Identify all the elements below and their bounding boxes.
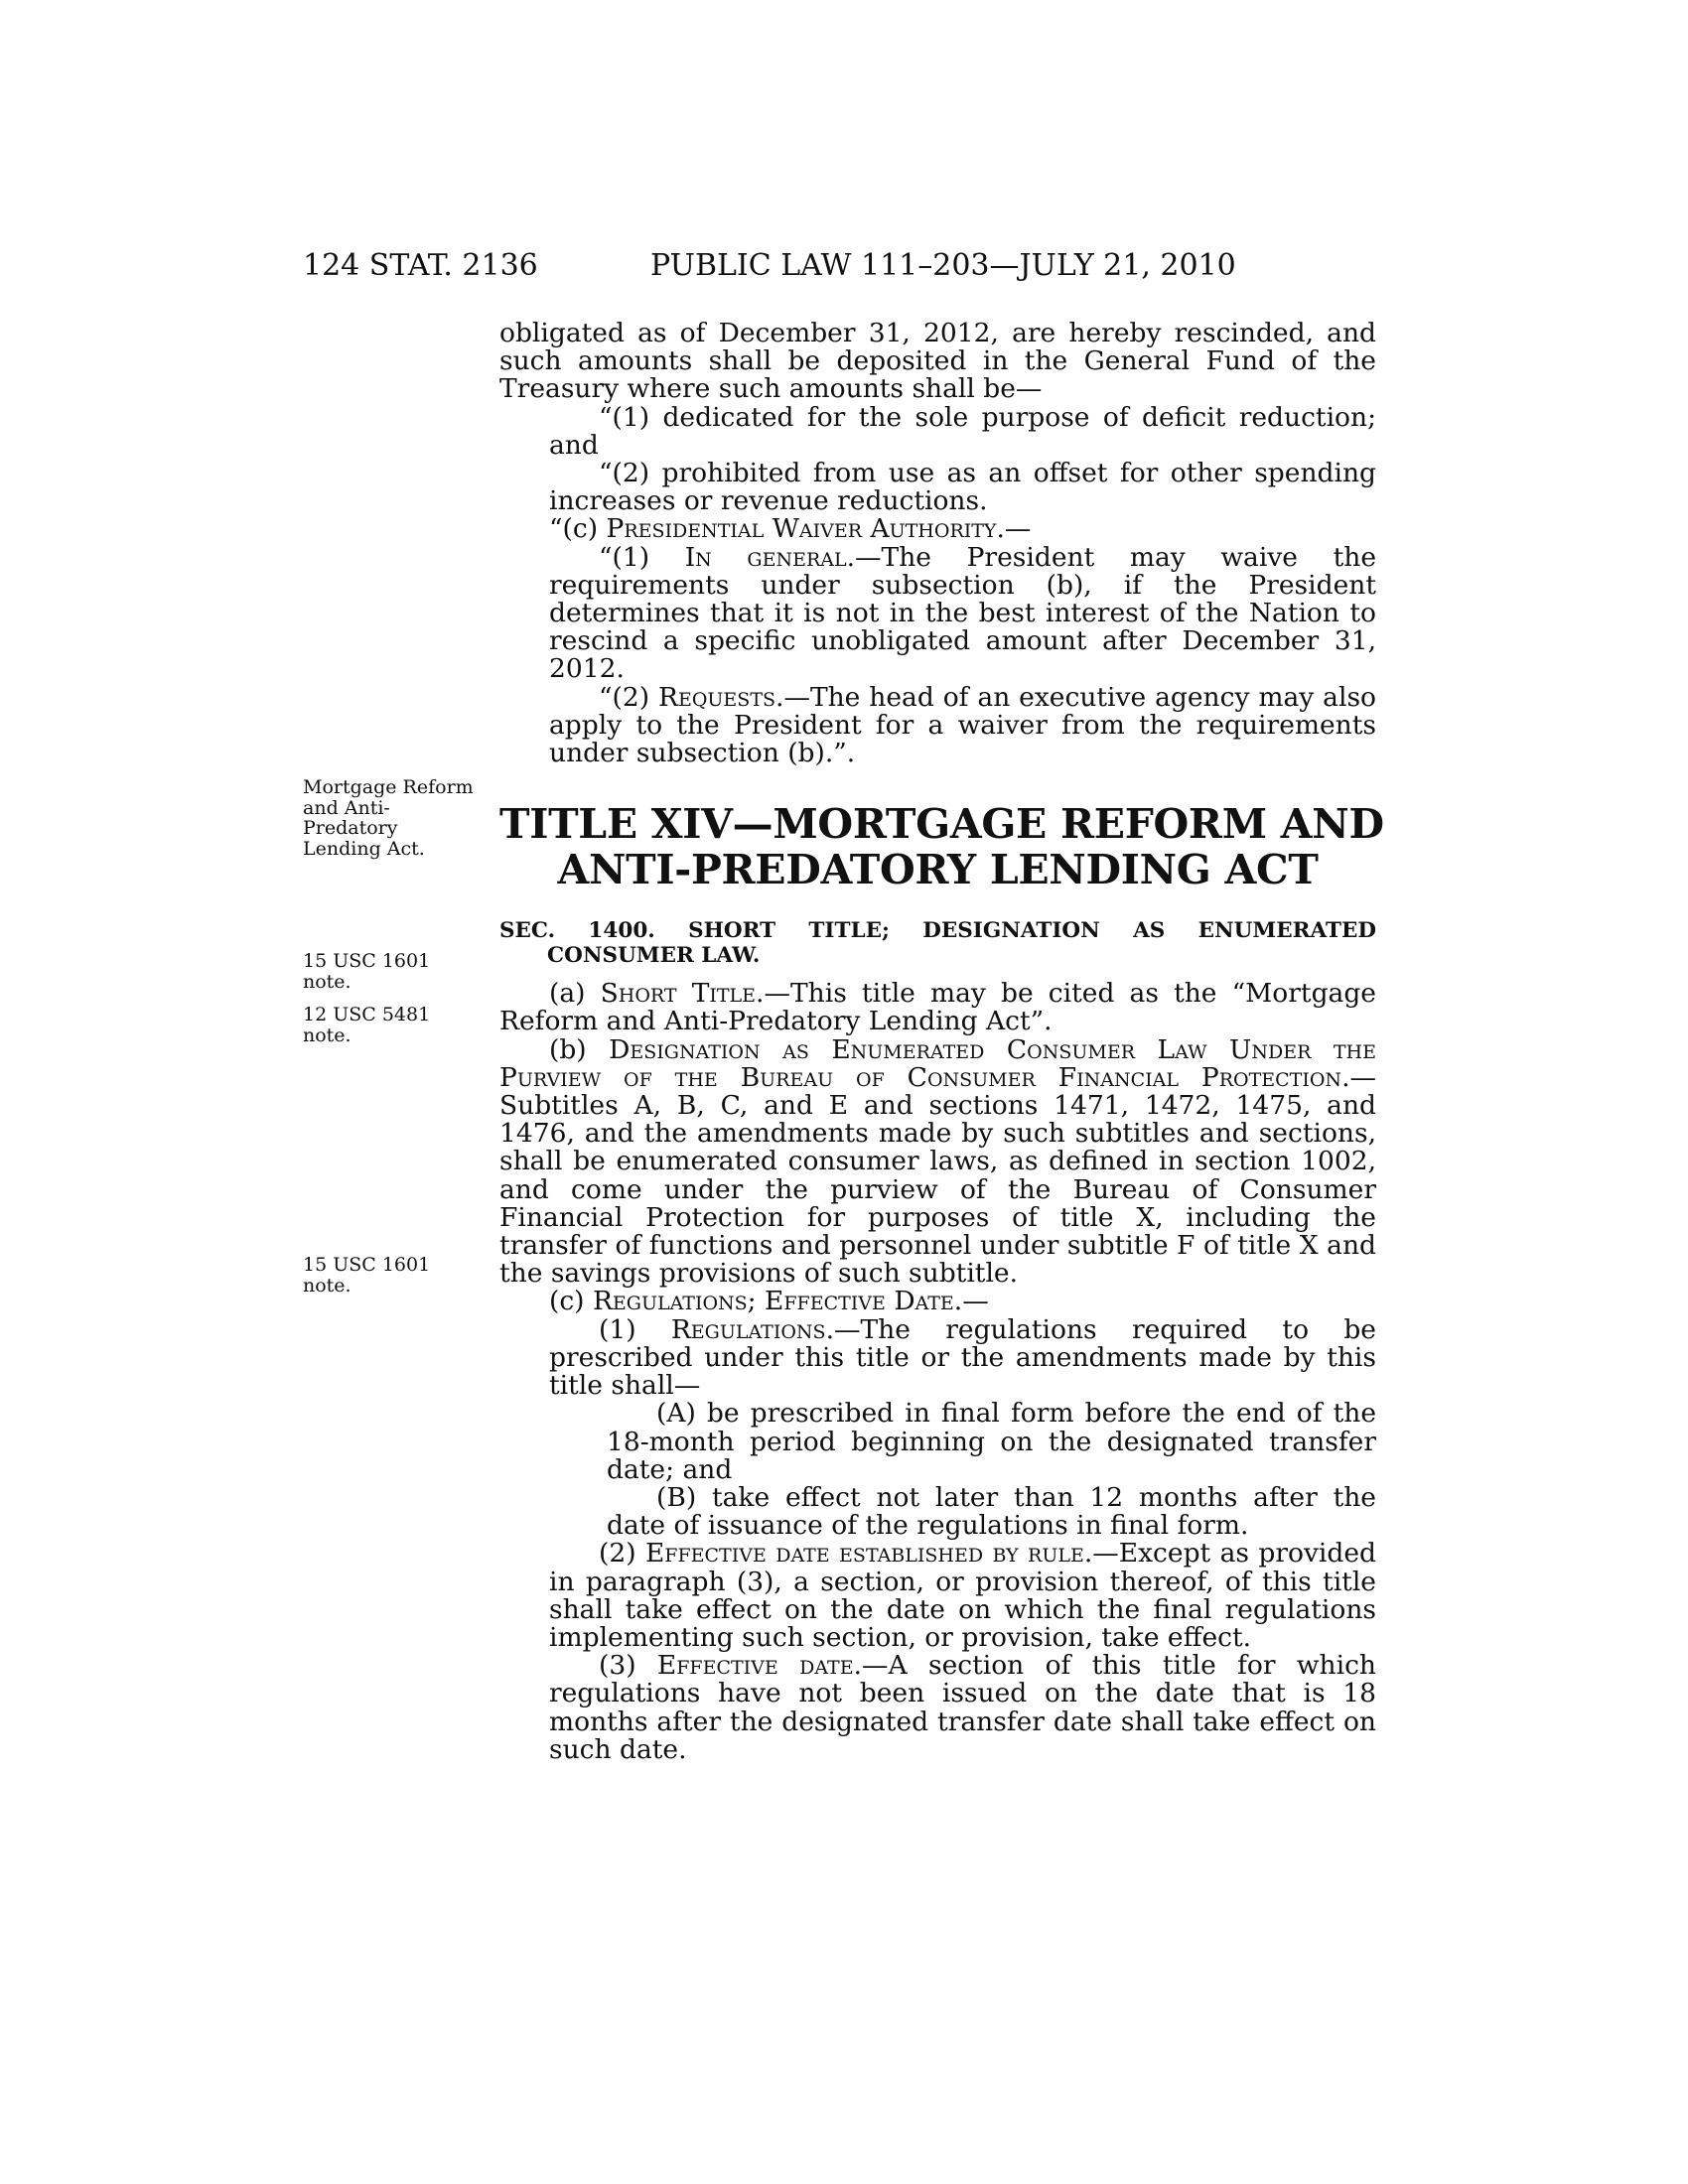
paragraph-requests	[499, 681, 1376, 769]
in-general-heading: In general	[684, 541, 847, 573]
title-line-2: ANTI-PREDATORY LENDING ACT	[557, 846, 1319, 894]
effective-rule-prefix: (2)	[599, 1538, 645, 1570]
effective-rule-heading: Effective date established by rule	[644, 1538, 1084, 1570]
effective-date-heading: Effective date	[656, 1650, 854, 1682]
margin-note-usc-1601: 15 USC 1601 note.	[303, 950, 431, 993]
title-line-1: TITLE XIV—MORTGAGE REFORM AND	[499, 800, 1384, 849]
effective-date-prefix: (3)	[599, 1650, 657, 1682]
subsection-c-prefix: “(c)	[549, 513, 607, 545]
paragraph-item-2: “(2) prohibited from use as an offset for other spending increases or revenue reductions.	[549, 458, 1376, 517]
paragraph-obligated: obligated as of December 31, 2012, are hereby rescinded, and such amounts shall be deposited in the General Fund of the Treasury where such amounts shall be—	[499, 318, 1376, 405]
designation-heading: Designation as Enumerated Consumer Law Under the Purview of the Bureau of Consumer Financial Protection	[499, 1033, 1376, 1093]
subsection-c-suffix: .—	[996, 513, 1032, 545]
paragraph-effective-date-rule	[499, 1540, 1376, 1652]
paragraph-regulations-effective-date	[499, 1288, 1376, 1315]
page-header	[303, 246, 1375, 286]
subsection-c-heading	[499, 515, 1376, 543]
regulations-effective-prefix: (c)	[549, 1286, 593, 1317]
paragraph-short-title	[499, 980, 1376, 1035]
designation-prefix: (b)	[549, 1033, 610, 1065]
short-title-heading: Short Title	[600, 978, 757, 1010]
margin-note-usc-1601-2: 15 USC 1601 note.	[303, 1254, 431, 1297]
main-text	[499, 318, 1384, 1765]
requests-text: .—The head of an executive agency may also apply to the President for a waiver from the requirements under subsection (b).”.	[549, 681, 1376, 769]
regulations-effective-heading: Regulations; Effective Date	[592, 1286, 954, 1317]
short-title-text: .—This title may be cited as the “Mortgage Reform and Anti-Predatory Lending Act”.	[499, 978, 1376, 1037]
requests-heading: Requests	[658, 681, 776, 713]
regulations-heading: Regulations	[670, 1313, 826, 1345]
effective-rule-text: .—Except as provided in paragraph (3), a section, or provision thereof, of this title shall take effect on the date on which the final regulations implementing such section, or provision, take effect.	[549, 1538, 1376, 1653]
subsection-c-title: Presidential Waiver Authority	[606, 513, 997, 545]
paragraph-regulations	[499, 1313, 1376, 1402]
short-title-prefix: (a)	[549, 978, 601, 1010]
paragraph-item-B: (B) take effect not later than 12 months after the date of issuance of the regulations in final form.	[607, 1481, 1376, 1542]
in-general-prefix: “(1)	[599, 541, 685, 573]
regulations-prefix: (1)	[599, 1313, 671, 1345]
designation-text: .— Subtitles A, B, C, and E and sections 1471, 1472, 1475, and 1476, and the amendments made by such subtitles and sections, shall be enumerated consumer laws, as defined in section 1002, and come under the purview of the Bureau of Consumer Financial Protection for purposes of title X, including the transfer of functions and personnel under subtitle F of title X and the savings provisions of such subtitle.	[499, 1061, 1376, 1290]
regulations-text: .—The regulations required to be prescribed under this title or the amendments made by this title shall—	[549, 1313, 1376, 1402]
running-title: PUBLIC LAW 111–203—JULY 21, 2010	[650, 248, 1236, 283]
paragraph-item-A: (A) be prescribed in final form before the end of the 18-month period beginning on the designated transfer date; and	[607, 1398, 1376, 1485]
regulations-effective-suffix: .—	[953, 1286, 989, 1317]
effective-date-text: .—A section of this title for which regulations have not been issued on the date that is 18 months after the designated transfer date shall take effect on such date.	[549, 1650, 1376, 1765]
paragraph-effective-date	[499, 1652, 1376, 1764]
paragraph-designation	[499, 1033, 1376, 1290]
paragraph-item-1: “(1) dedicated for the sole purpose of deficit reduction; and	[549, 401, 1376, 461]
in-general-text: .—The President may waive the requirements under subsection (b), if the President determines that it is not in the best interest of the Nation to rescind a specific unobligated amount after December 31, 2012.	[549, 541, 1376, 685]
paragraph-in-general	[499, 541, 1376, 685]
page-number: 124 STAT. 2136	[303, 248, 538, 283]
requests-prefix: “(2)	[599, 681, 659, 713]
margin-note-usc-5481: 12 USC 5481 note.	[303, 1004, 431, 1046]
title-heading	[499, 800, 1384, 894]
section-heading: SEC. 1400. SHORT TITLE; DESIGNATION AS ENUMERATED CONSUMER LAW.	[499, 918, 1376, 969]
margin-note-act-name: Mortgage Reform and Anti-Predatory Lending Act.	[303, 776, 474, 860]
